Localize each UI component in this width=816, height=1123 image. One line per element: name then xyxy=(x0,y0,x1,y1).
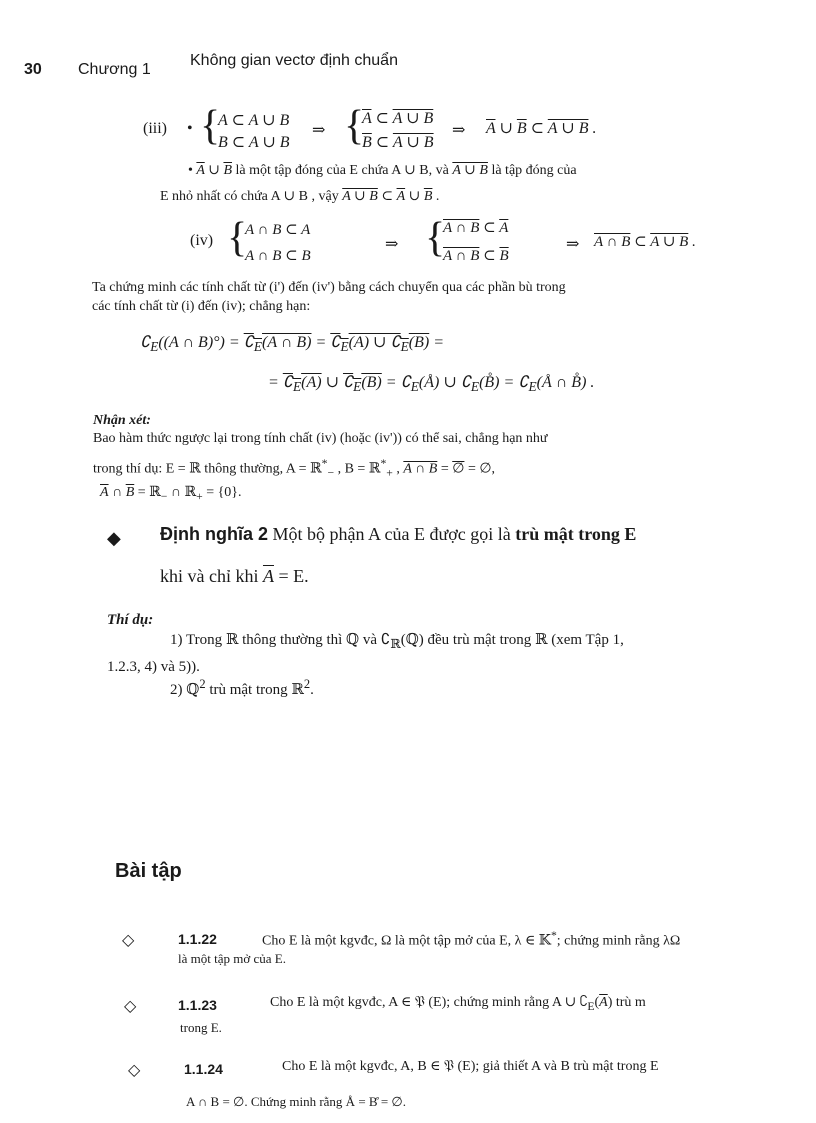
formula-line: A ∩ B ⊂ $\overline{B}$ xyxy=(443,248,509,264)
chapter-label: Chương 1 xyxy=(78,61,151,78)
example-title: Thí dụ: xyxy=(107,612,154,628)
formula-line: A ∩ B ⊂ B xyxy=(245,248,311,264)
exercise-text: Cho E là một kgvđc, A, B ∈ 𝔓 (E); giả thiết A và B trù mật trong E xyxy=(282,1059,659,1074)
formula-line: A ∩ B ⊂ $\overline{A}$ xyxy=(443,220,509,236)
exercise-number: 1.1.22 xyxy=(178,931,217,947)
formula-line: $\overline{B}$ ⊂ A ∪ B xyxy=(362,134,434,151)
diamond-outline-icon: ◇ xyxy=(124,998,137,1015)
remark-line: trong thí dụ: E = ℝ thông thường, A = ℝ*$_-$ , B = ℝ*$_+$ , A ∩ B = ∅ = ∅, xyxy=(93,457,496,480)
remark-title: Nhận xét: xyxy=(93,413,151,428)
remark-line: Bao hàm thức ngược lại trong tính chất (iv) (hoặc (iv')) có thể sai, chẳng hạn như xyxy=(93,431,548,446)
formula-result: A ∩ B ⊂ A ∪ B . xyxy=(594,234,696,250)
chapter-title: Không gian vectơ định chuẩn xyxy=(190,52,398,69)
exercise-text: A ∩ B = ∅. Chứng minh rằng Å = B̊ = ∅. xyxy=(186,1094,406,1109)
definition-line: Định nghĩa 2 Một bộ phận A của E được gọi là trù mật trong E xyxy=(160,524,637,544)
left-brace: { xyxy=(344,103,365,149)
exercise-number: 1.1.23 xyxy=(178,997,217,1013)
diamond-outline-icon: ◇ xyxy=(128,1062,141,1079)
definition-line: khi và chỉ khi $\overline{A} = E$. xyxy=(160,566,309,586)
implies-arrow: ⇒ xyxy=(312,122,326,139)
left-brace: { xyxy=(227,215,248,261)
formula-line: A ⊂ A ∪ B xyxy=(218,112,290,129)
left-brace: { xyxy=(200,103,221,149)
diamond-icon: ◆ xyxy=(107,528,121,548)
formula-line: $\overline{A}$ ⊂ A ∪ B xyxy=(362,110,434,127)
exercise-text: là một tập mở của E. xyxy=(178,951,286,966)
page-number: 30 xyxy=(24,61,42,78)
equation-line: = $∁_E(A)$ ∪ $∁_E(B)$ = $∁_E(Å)$ ∪ $∁_E(B̊)$ = $∁_E(Å$ ∩ B̊) . xyxy=(268,374,595,395)
exercise-text: Cho E là một kgvđc, A ∈ 𝔓 (E); chứng minh rằng A ∪ $∁_E(\overline{A})$ trù m xyxy=(270,995,646,1013)
implies-arrow: ⇒ xyxy=(566,236,580,253)
example-line: 2) ℚ$^2$ trù mật trong ℝ$^2$. xyxy=(170,677,314,698)
diamond-outline-icon: ◇ xyxy=(122,932,135,949)
example-line: 1) Trong ℝ thông thường thì ℚ và $∁_ℝ(ℚ)$ đều trù mật trong ℝ (xem Tập 1, xyxy=(170,632,624,651)
formula-line: B ⊂ A ∪ B xyxy=(218,134,290,151)
bullet: • xyxy=(187,120,193,137)
item-iii-label: (iii) xyxy=(143,120,167,137)
paragraph-line: các tính chất từ (i) đến (iv); chẳng hạn: xyxy=(92,299,311,314)
exercise-text: Cho E là một kgvđc, Ω là một tập mở của E, λ ∈ 𝕂*; chứng minh rằng λΩ xyxy=(262,929,681,949)
implies-arrow: ⇒ xyxy=(385,236,399,253)
exercise-number: 1.1.24 xyxy=(184,1061,223,1077)
text-line: • $\overline{A}$ ∪ $\overline{B}$ là một tập đóng của E chứa A ∪ B, và A ∪ B là tập đóng của xyxy=(188,163,577,178)
equation-line: $∁_E((A$ ∩ $B)^\circ) = ∁_E(A$ ∩ $B) = ∁_E(A)$ ∪ $∁_E(B)$ = xyxy=(140,334,445,355)
left-brace: { xyxy=(425,215,446,261)
paragraph-line: Ta chứng minh các tính chất từ (i') đến (iv') bằng cách chuyển qua các phần bù trong xyxy=(92,280,566,295)
implies-arrow: ⇒ xyxy=(452,122,466,139)
formula-result: $\overline{A}$ ∪ $\overline{B}$ ⊂ A ∪ B . xyxy=(486,120,597,137)
text-line: E nhỏ nhất có chứa A ∪ B , vậy A ∪ B ⊂ $\overline{A}$ ∪ $\overline{B}$ . xyxy=(160,189,440,204)
item-iv-label: (iv) xyxy=(190,232,214,249)
formula-line: A ∩ B ⊂ A xyxy=(245,222,311,238)
remark-line: $\overline{A}$ ∩ $\overline{B}$ = ℝ$_-$ ∩ ℝ$_+$ = {0}. xyxy=(100,485,242,503)
exercise-text: trong E. xyxy=(180,1020,222,1035)
example-line: 1.2.3, 4) và 5)). xyxy=(107,659,200,675)
exercises-heading: Bài tập xyxy=(115,860,182,882)
